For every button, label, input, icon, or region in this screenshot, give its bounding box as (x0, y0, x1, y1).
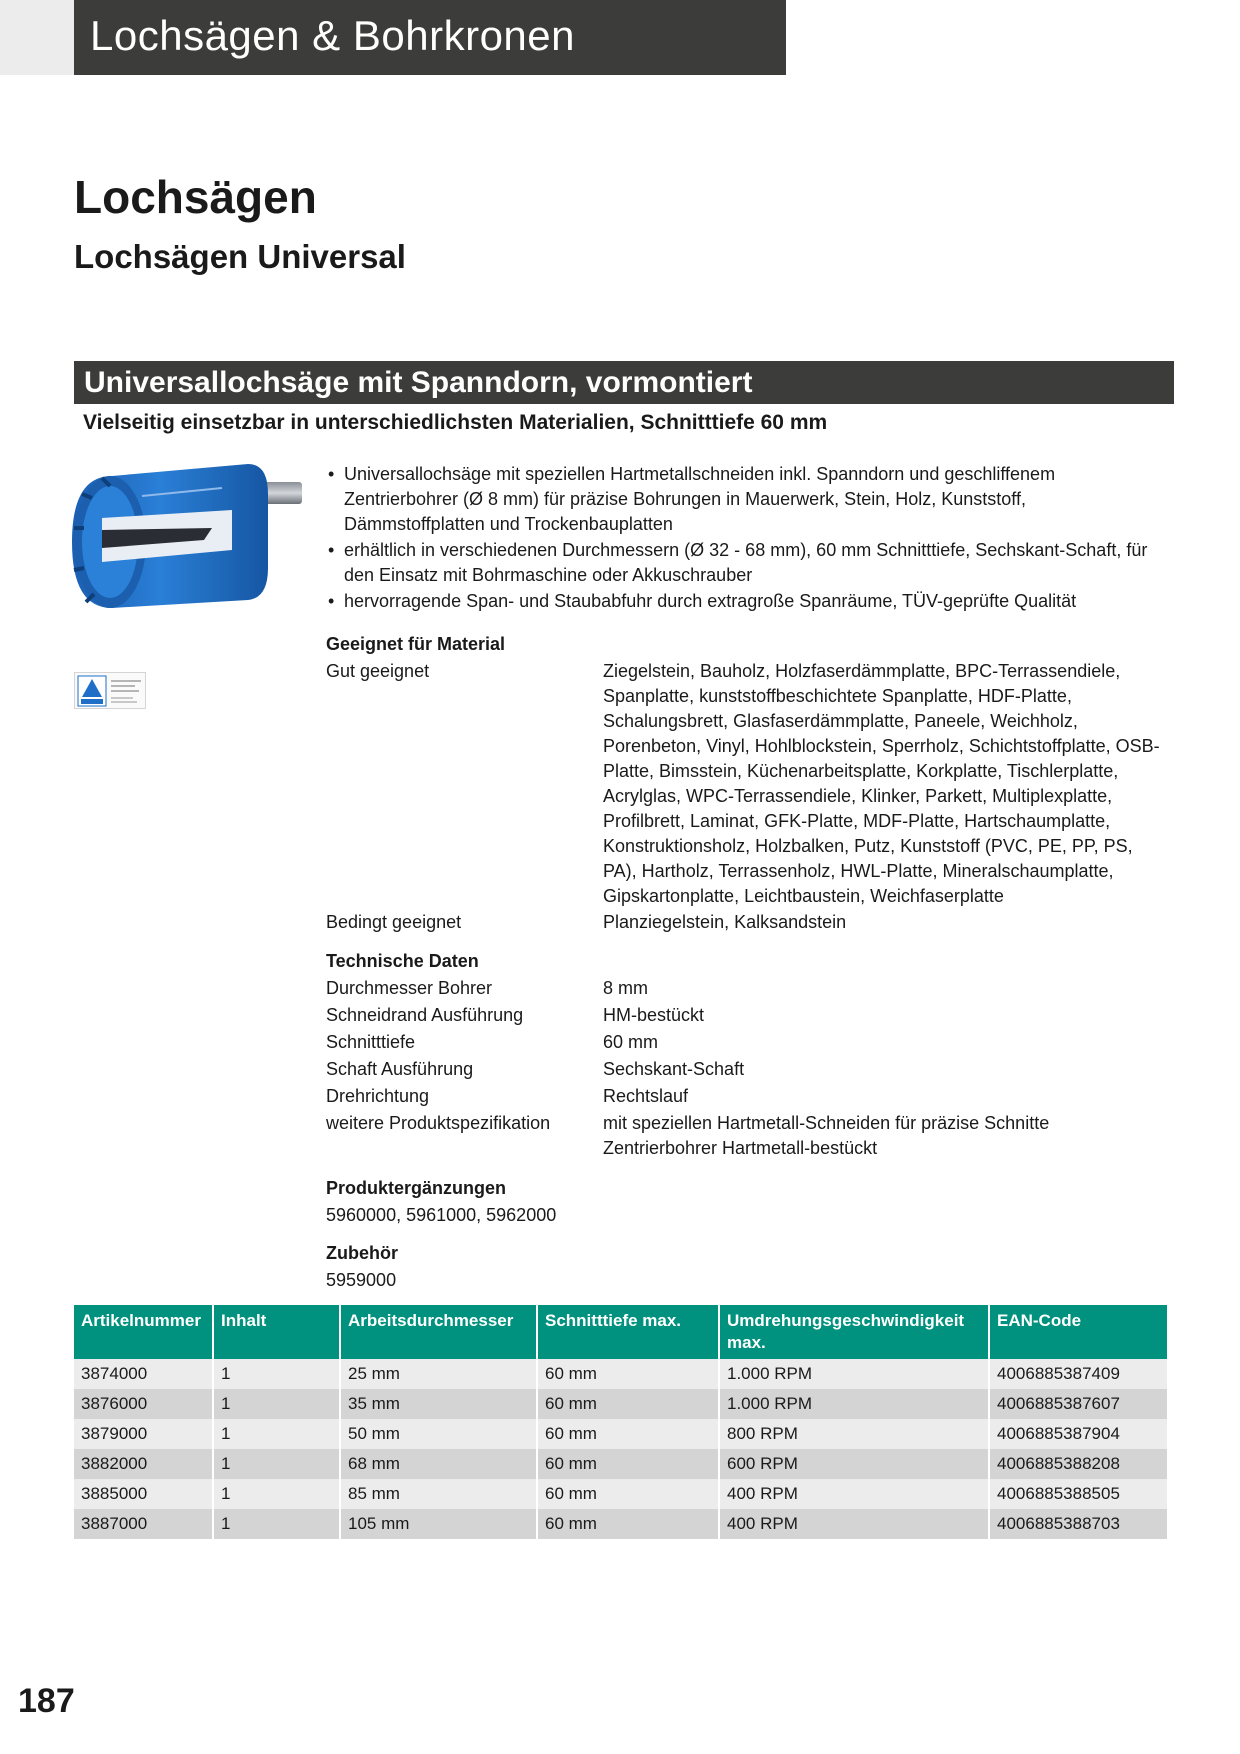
cell-ean: 4006885387607 (989, 1389, 1167, 1419)
cell-working-diameter: 35 mm (340, 1389, 537, 1419)
table-row (74, 1479, 1167, 1509)
cell-ean: 4006885388505 (989, 1479, 1167, 1509)
supplements-heading: Produktergänzungen (326, 1178, 507, 1198)
page-subtitle: Lochsägen Universal (74, 238, 406, 275)
cell-rotation-speed: 600 RPM (719, 1449, 989, 1479)
cell-working-diameter: 68 mm (340, 1449, 537, 1479)
tech-value-rotation: Rechtslauf (603, 1086, 689, 1106)
product-title-bar (74, 361, 1174, 404)
cell-article-number: 3876000 (74, 1389, 213, 1419)
tech-label-shank: Schaft Ausführung (326, 1059, 474, 1079)
page-number: 187 (18, 1682, 75, 1720)
tech-label-further-spec: weitere Produktspezifikation (326, 1113, 551, 1133)
col-header-working-diameter: Arbeitsdurchmesser (340, 1305, 537, 1359)
tech-value-further-spec-2: Zentrierbohrer Hartmetall-bestückt (603, 1138, 878, 1158)
cell-cut-depth: 60 mm (537, 1389, 719, 1419)
cell-cut-depth: 60 mm (537, 1449, 719, 1479)
col-header-content: Inhalt (213, 1305, 340, 1359)
col-header-rotation-speed: Umdrehungsgeschwindigkeit max. (719, 1305, 989, 1359)
tech-label-drill-diameter: Durchmesser Bohrer (326, 978, 493, 998)
product-subtitle: Vielseitig einsetzbar in unterschiedlichsten Materialien, Schnitttiefe 60 mm (83, 411, 828, 434)
cell-content: 1 (213, 1419, 340, 1449)
feature-item: • erhältlich in verschiedenen Durchmessern (Ø 32 - 68 mm), 60 mm Schnitttiefe, Sechskant-Schaft, für den Einsatz mit Bohrmaschine oder Akkuschrauber (326, 538, 1156, 588)
accessories-value: 5959000 (326, 1270, 397, 1290)
cell-article-number: 3887000 (74, 1509, 213, 1539)
cell-ean: 4006885388703 (989, 1509, 1167, 1539)
good-suitability-label: Gut geeignet (326, 661, 430, 681)
material-heading: Geeignet für Material (326, 634, 506, 654)
feature-list (326, 462, 1156, 615)
cell-rotation-speed: 1.000 RPM (719, 1389, 989, 1419)
supplements-value: 5960000, 5961000, 5962000 (326, 1205, 557, 1225)
article-table (74, 1305, 1167, 1539)
table-row (74, 1509, 1167, 1539)
tech-label-cutting-edge: Schneidrand Ausführung (326, 1005, 524, 1025)
tech-data-heading: Technische Daten (326, 951, 479, 971)
table-row (74, 1389, 1167, 1419)
cell-content: 1 (213, 1509, 340, 1539)
section-title: Lochsägen & Bohrkronen (90, 12, 575, 59)
accessories-heading: Zubehör (326, 1243, 398, 1263)
tech-label-rotation: Drehrichtung (326, 1086, 430, 1106)
cell-working-diameter: 25 mm (340, 1359, 537, 1389)
cell-article-number: 3885000 (74, 1479, 213, 1509)
page-title: Lochsägen (74, 171, 317, 223)
cell-article-number: 3879000 (74, 1419, 213, 1449)
feature-item: • Universallochsäge mit speziellen Hartmetallschneiden inkl. Spanndorn und geschliffenem Zentrierbohrer (Ø 8 mm) für präzise Bohrungen in Mauerwerk, Stein, Holz, Kunststoff, Dämmstoffplatten und Trockenbauplatten (326, 462, 1156, 537)
hole-saw-image (72, 458, 312, 620)
tuev-logo-icon (75, 673, 147, 710)
tech-label-cut-depth: Schnitttiefe (326, 1032, 416, 1052)
table-header-row (74, 1305, 1167, 1359)
cell-working-diameter: 85 mm (340, 1479, 537, 1509)
tech-value-cutting-edge: HM-bestückt (603, 1005, 705, 1025)
tech-value-drill-diameter: 8 mm (603, 978, 648, 998)
cell-content: 1 (213, 1449, 340, 1479)
cell-cut-depth: 60 mm (537, 1359, 719, 1389)
cell-content: 1 (213, 1389, 340, 1419)
section-header-band (74, 0, 786, 75)
tech-value-further-spec: mit speziellen Hartmetall-Schneiden für präzise Schnitte (603, 1113, 1050, 1133)
cell-rotation-speed: 800 RPM (719, 1419, 989, 1449)
table-row (74, 1449, 1167, 1479)
tech-value-cut-depth: 60 mm (603, 1032, 659, 1052)
tech-value-shank: Sechskant-Schaft (603, 1059, 745, 1079)
col-header-cut-depth: Schnitttiefe max. (537, 1305, 719, 1359)
cell-cut-depth: 60 mm (537, 1419, 719, 1449)
cell-ean: 4006885388208 (989, 1449, 1167, 1479)
feature-item: • hervorragende Span- und Staubabfuhr durch extragroße Spanräume, TÜV-geprüfte Qualität (326, 589, 1156, 614)
good-suitability-value: Ziegelstein, Bauholz, Holzfaserdämmplatte, BPC-Terrassendiele, Spanplatte, kunststoffbeschichtete Spanplatte, HDF-Platte, Schalungsbrett, Glasfaserdämmplatte, Paneele, Weichholz, Porenbeton, Vinyl, Hohlblockstein, Sperrholz, Schichtstoffplatte, OSB-Platte, Bimsstein, Küchenarbeitsplatte, Korkplatte, Tischlerplatte, Acrylglas, WPC-Terrassendiele, Klinker, Parkett, Multiplexplatte, Profilbrett, Laminat, GFK-Platte, MDF-Platte, Hartschaumplatte, Konstruktionsholz, Holzbalken, Putz, Kunststoff (PVC, PE, PP, PS, PA), Hartholz, Terrassenholz, HWL-Platte, Mineralschaumplatte, Gipskartonplatte, Leichtbaustein, Weichfaserplatte (603, 661, 1160, 906)
cell-ean: 4006885387409 (989, 1359, 1167, 1389)
cell-ean: 4006885387904 (989, 1419, 1167, 1449)
header-side-strip (0, 0, 74, 75)
cell-rotation-speed: 400 RPM (719, 1509, 989, 1539)
table-row (74, 1359, 1167, 1389)
limited-suitability-value: Planziegelstein, Kalksandstein (603, 912, 847, 932)
limited-suitability-label: Bedingt geeignet (326, 912, 462, 932)
cell-content: 1 (213, 1479, 340, 1509)
cell-cut-depth: 60 mm (537, 1479, 719, 1509)
col-header-article-number: Artikelnummer (74, 1305, 213, 1359)
cell-working-diameter: 50 mm (340, 1419, 537, 1449)
cell-cut-depth: 60 mm (537, 1509, 719, 1539)
table-row (74, 1419, 1167, 1449)
cell-article-number: 3874000 (74, 1359, 213, 1389)
cell-working-diameter: 105 mm (340, 1509, 537, 1539)
cell-content: 1 (213, 1359, 340, 1389)
cell-rotation-speed: 1.000 RPM (719, 1359, 989, 1389)
product-title: Universallochsäge mit Spanndorn, vormontiert (84, 366, 753, 399)
col-header-ean: EAN-Code (989, 1305, 1167, 1359)
cell-rotation-speed: 400 RPM (719, 1479, 989, 1509)
cell-article-number: 3882000 (74, 1449, 213, 1479)
tuev-certification-badge (74, 672, 146, 709)
